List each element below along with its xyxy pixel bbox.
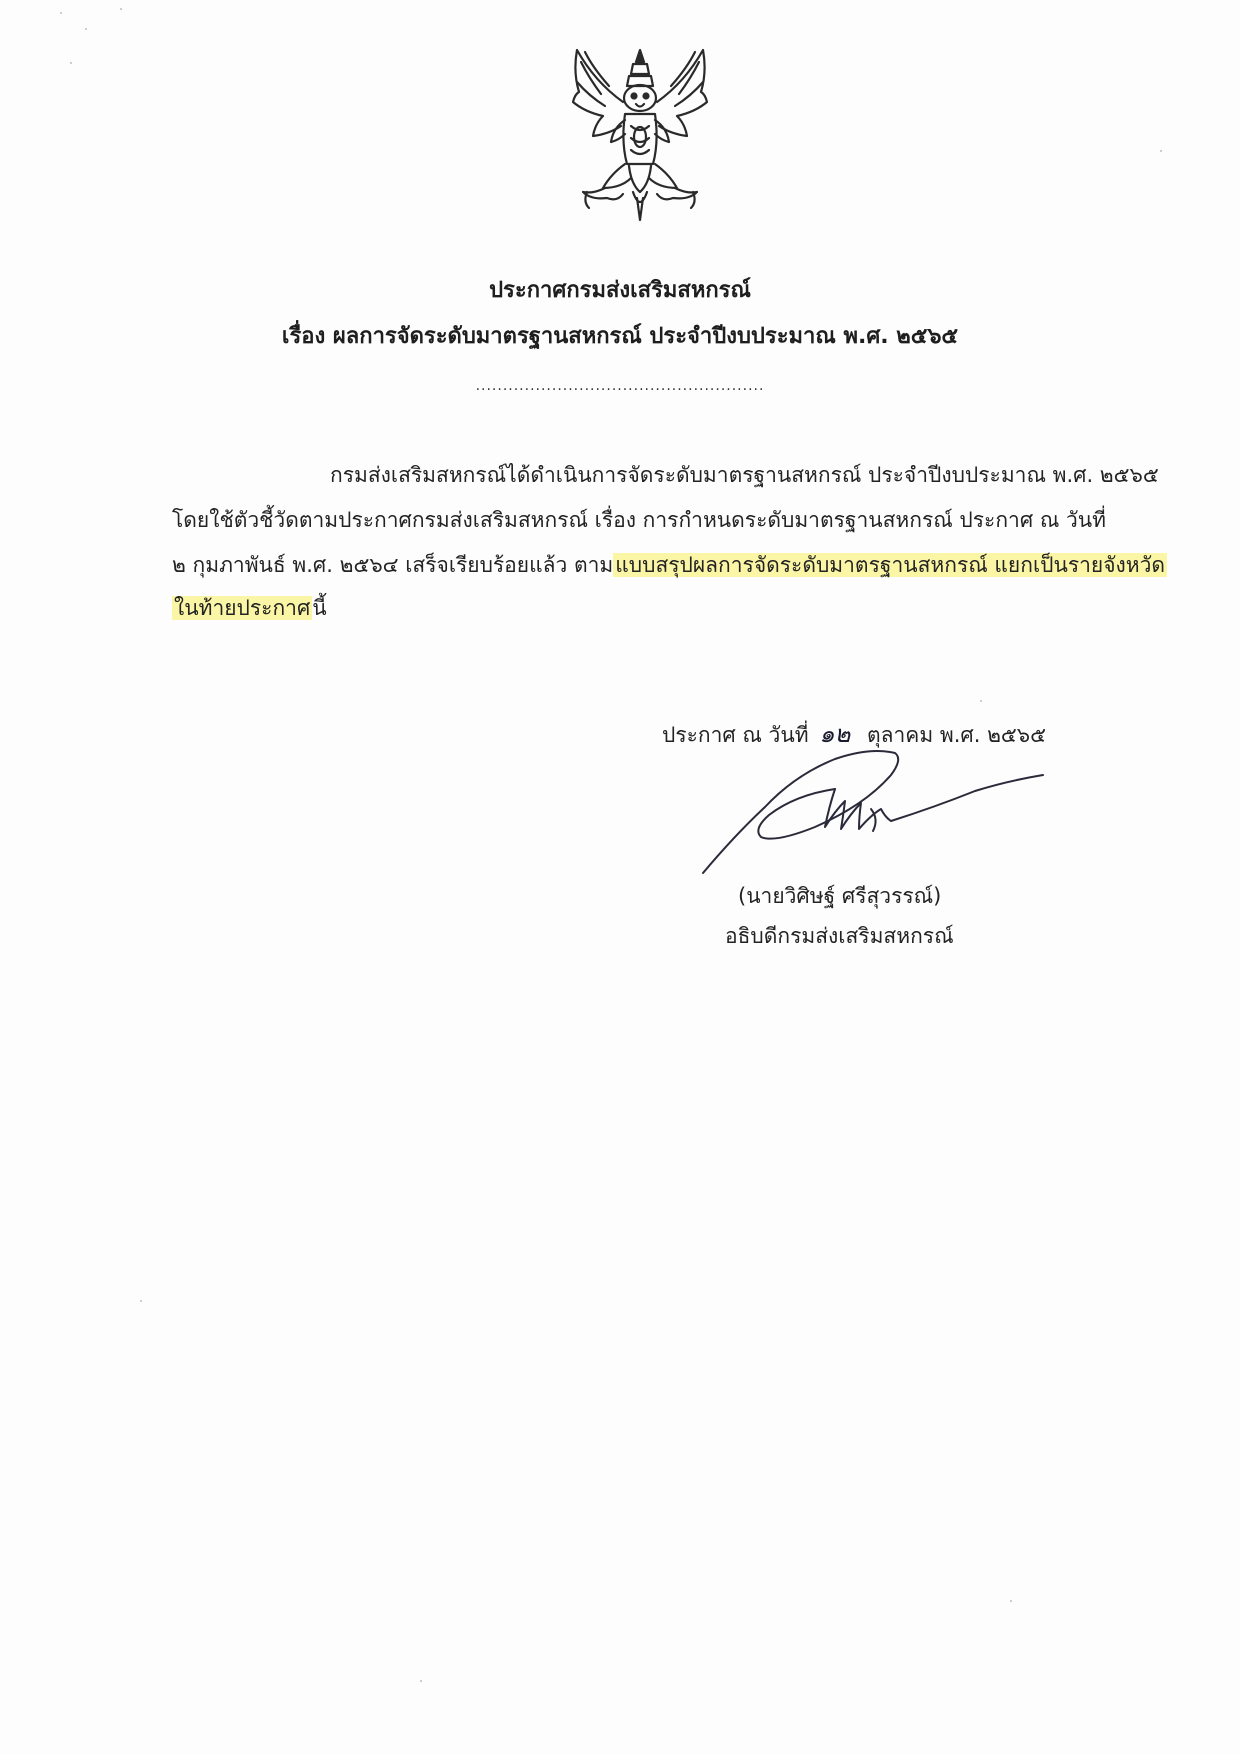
handwritten-signature xyxy=(695,745,1050,885)
date-prefix: ประกาศ ณ วันที่ xyxy=(662,723,809,747)
scan-speck xyxy=(85,28,87,30)
scan-speck xyxy=(60,12,62,14)
date-day: ๑๒ xyxy=(819,720,851,748)
body-line: กรมส่งเสริมสหกรณ์ได้ดำเนินการจัดระดับมาตรฐานสหกรณ์ ประจำปีงบประมาณ พ.ศ. ๒๕๖๕ xyxy=(330,463,1159,487)
scan-speck xyxy=(1010,1600,1012,1602)
scan-speck xyxy=(420,1680,422,1682)
body-line xyxy=(172,549,1167,582)
scan-speck xyxy=(140,1300,142,1302)
body-line xyxy=(172,592,327,625)
body-line: โดยใช้ตัวชี้วัดตามประกาศกรมส่งเสริมสหกรณ์ เรื่อง การกำหนดระดับมาตรฐานสหกรณ์ ประกาศ ณ วันที่ xyxy=(172,508,1106,532)
highlighted-text: ในท้ายประกาศ xyxy=(174,596,311,620)
scan-speck xyxy=(980,700,982,702)
date-suffix: ตุลาคม พ.ศ. ๒๕๖๕ xyxy=(867,723,1047,747)
dotted-separator: ..................................................... xyxy=(475,378,765,394)
garuda-emblem-icon xyxy=(565,42,715,227)
highlighted-text: แบบสรุปผลการจัดระดับมาตรฐานสหกรณ์ แยกเป็นรายจังหวัด xyxy=(615,553,1166,577)
announcement-title: ประกาศกรมส่งเสริมสหกรณ์ xyxy=(489,278,751,303)
signer-title: อธิบดีกรมส่งเสริมสหกรณ์ xyxy=(725,924,954,948)
scan-speck xyxy=(1160,150,1162,152)
body-text: ๒ กุมภาพันธ์ พ.ศ. ๒๕๖๔ เสร็จเรียบร้อยแล้ว ตาม xyxy=(172,553,614,577)
announcement-subject: เรื่อง ผลการจัดระดับมาตรฐานสหกรณ์ ประจำปีงบประมาณ พ.ศ. ๒๕๖๕ xyxy=(281,324,959,349)
scan-speck xyxy=(70,62,72,64)
body-text: นี้ xyxy=(312,596,327,620)
signer-name: (นายวิศิษฐ์ ศรีสุวรรณ์) xyxy=(738,884,942,908)
scan-speck xyxy=(120,8,122,10)
